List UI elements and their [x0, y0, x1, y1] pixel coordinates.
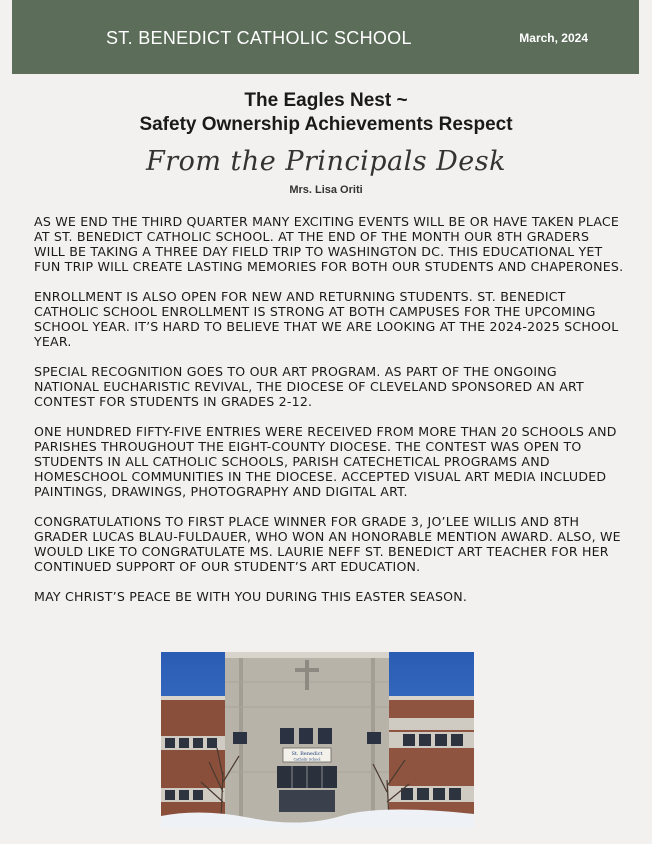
letter-body — [34, 214, 624, 619]
school-building-photo — [161, 652, 474, 828]
paragraph: AS WE END THE THIRD QUARTER MANY EXCITING EVENTS WILL BE OR HAVE TAKEN PLACE AT ST. BENEDICT CATHOLIC SCHOOL. AT THE END OF THE MONTH OUR 8TH GRADERS WILL BE TAKING A THREE DAY FIELD TRIP TO WASHINGTON DC. THIS EDUCATIONAL YET FUN TRIP WILL CREATE LASTING MEMORIES FOR BOTH OUR STUDENTS AND CHAPERONES. — [34, 214, 624, 274]
title-line-1: The Eagles Nest ~ — [244, 90, 408, 111]
paragraph: ONE HUNDRED FIFTY-FIVE ENTRIES WERE RECEIVED FROM MORE THAN 20 SCHOOLS AND PARISHES THROUGHOUT THE EIGHT-COUNTY DIOCESE. THE CONTEST WAS OPEN TO STUDENTS IN ALL CATHOLIC SCHOOLS, PARISH CATECHETICAL PROGRAMS AND HOMESCHOOL COMMUNITIES IN THE DIOCESE. ACCEPTED VISUAL ART MEDIA INCLUDED PAINTINGS, DRAWINGS, PHOTOGRAPHY AND DIGITAL ART. — [34, 424, 617, 499]
sign-line-2: Catholic School — [293, 757, 321, 762]
paragraph: CONGRATULATIONS TO FIRST PLACE WINNER FOR GRADE 3, JO’LEE WILLIS AND 8TH GRADER LUCAS BLAU-FULDAUER, WHO WON AN HONORABLE MENTION AWARD. ALSO, WE WOULD LIKE TO CONGRATULATE MS. LAURIE NEFF ST. BENEDICT ART TEACHER FOR HER CONTINUED SUPPORT OF OUR STUDENT’S ART EDUCATION. — [34, 514, 621, 574]
paragraph: SPECIAL RECOGNITION GOES TO OUR ART PROGRAM. AS PART OF THE ONGOING NATIONAL EUCHARISTIC REVIVAL, THE DIOCESE OF CLEVELAND SPONSORED AN ART CONTEST FOR STUDENTS IN GRADES 2-12. — [34, 364, 584, 409]
paragraph: ENROLLMENT IS ALSO OPEN FOR NEW AND RETURNING STUDENTS. ST. BENEDICT CATHOLIC SCHOOL ENROLLMENT IS STRONG AT BOTH CAMPUSES FOR THE UPCOMING SCHOOL YEAR. IT’S HARD TO BELIEVE THAT WE ARE LOOKING AT THE 2024-2025 SCHOOL YEAR. — [34, 289, 619, 349]
issue-date: March, 2024 — [519, 31, 588, 45]
school-name: ST. BENEDICT CATHOLIC SCHOOL — [106, 28, 412, 48]
section-heading: From the Principals Desk — [145, 146, 507, 177]
header-banner — [12, 0, 639, 74]
title-line-2: Safety Ownership Achievements Respect — [139, 114, 513, 135]
author-name: Mrs. Lisa Oriti — [289, 184, 363, 196]
sign-line-1: St. Benedict — [291, 751, 323, 757]
school-building-illustration — [161, 652, 474, 828]
newsletter-title — [0, 89, 652, 137]
paragraph: MAY CHRIST’S PEACE BE WITH YOU DURING THIS EASTER SEASON. — [34, 589, 468, 604]
